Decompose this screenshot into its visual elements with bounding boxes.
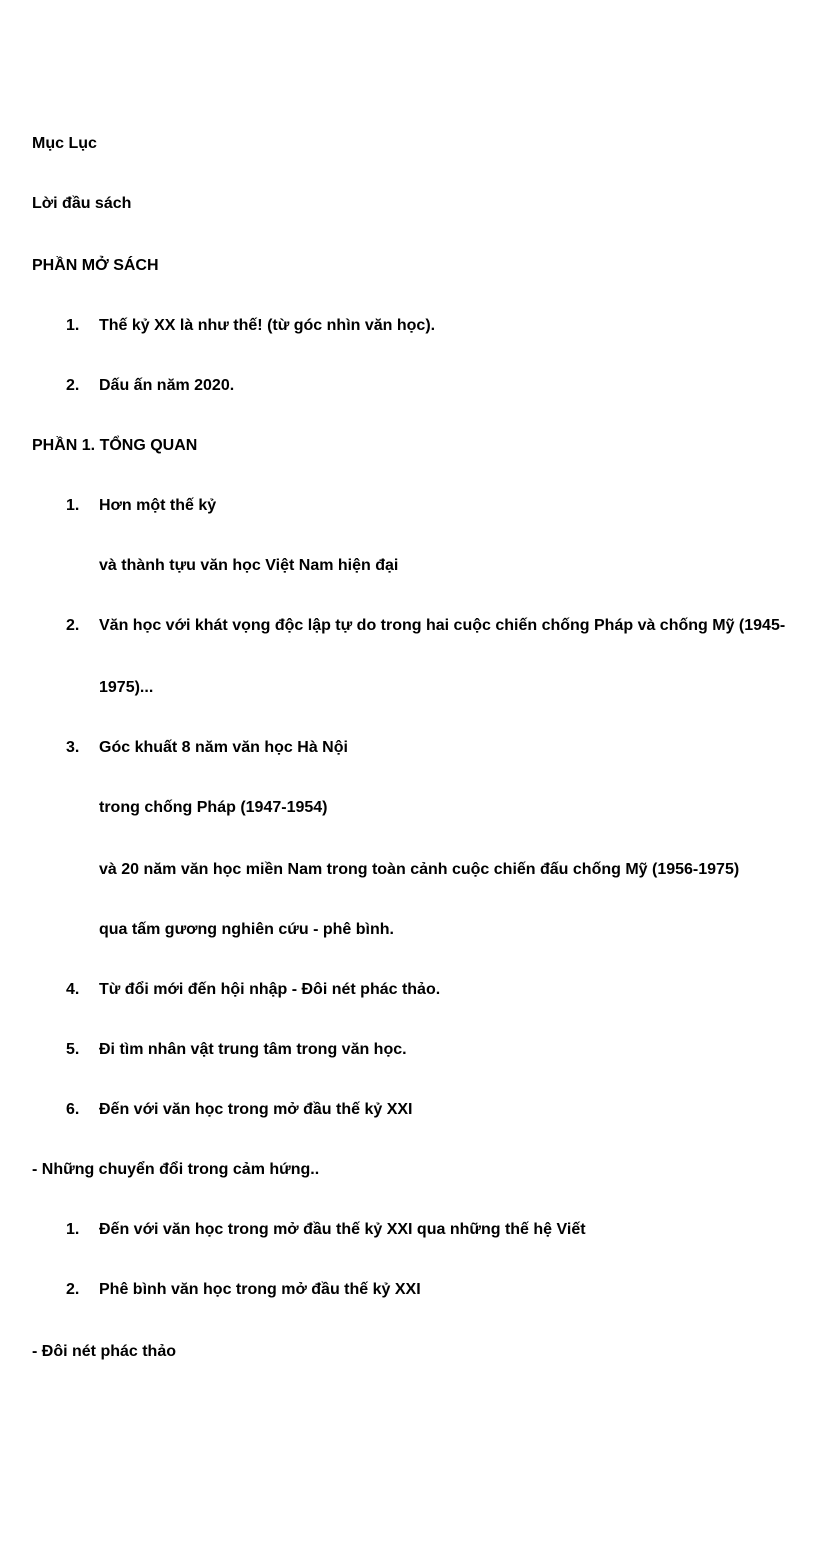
list-item-text: Phê bình văn học trong mở đầu thế kỷ XXI: [99, 1281, 421, 1298]
toc-title: Mục Lục: [32, 135, 97, 152]
list-number: 2.: [66, 377, 80, 394]
list-number: 5.: [66, 1041, 80, 1058]
list-item-text: Góc khuất 8 năm văn học Hà Nội: [99, 739, 348, 756]
list-item-text: Hơn một thế kỷ: [99, 497, 217, 514]
list-item-continuation: 1975)...: [99, 679, 154, 696]
list-item-text: Dấu ấn năm 2020.: [99, 377, 235, 394]
list-number: 2.: [66, 617, 80, 634]
list-item-text: Đi tìm nhân vật trung tâm trong văn học.: [99, 1041, 407, 1058]
list-item-continuation: và thành tựu văn học Việt Nam hiện đại: [99, 557, 399, 574]
list-item-text: Văn học với khát vọng độc lập tự do trong hai cuộc chiến chống Pháp và chống Mỹ (1945-: [99, 617, 786, 634]
list-item-continuation: qua tấm gương nghiên cứu - phê bình.: [99, 921, 394, 938]
list-number: 3.: [66, 739, 80, 756]
list-item-text: Đến với văn học trong mở đầu thế kỷ XXI: [99, 1101, 413, 1118]
sketch-heading: - Đôi nét phác thảo: [32, 1343, 176, 1360]
list-number: 4.: [66, 981, 80, 998]
list-number: 6.: [66, 1101, 80, 1118]
list-item-text: Từ đổi mới đến hội nhập - Đôi nét phác thảo.: [99, 981, 441, 998]
list-number: 1.: [66, 497, 80, 514]
list-number: 1.: [66, 317, 80, 334]
list-item-text: Thế kỷ XX là như thế! (từ góc nhìn văn học).: [99, 317, 436, 334]
preface-entry: Lời đầu sách: [32, 195, 132, 212]
transitions-heading: - Những chuyển đổi trong cảm hứng..: [32, 1161, 320, 1178]
opening-section-heading: PHẦN MỞ SÁCH: [32, 257, 159, 274]
list-number: 2.: [66, 1281, 80, 1298]
part1-heading: PHẦN 1. TỔNG QUAN: [32, 437, 198, 454]
list-item-text: Đến với văn học trong mở đầu thế kỷ XXI qua những thế hệ Viết: [99, 1221, 586, 1238]
list-item-continuation: trong chống Pháp (1947-1954): [99, 799, 328, 816]
list-item-continuation: và 20 năm văn học miền Nam trong toàn cảnh cuộc chiến đấu chống Mỹ (1956-1975): [99, 861, 740, 878]
list-number: 1.: [66, 1221, 80, 1238]
